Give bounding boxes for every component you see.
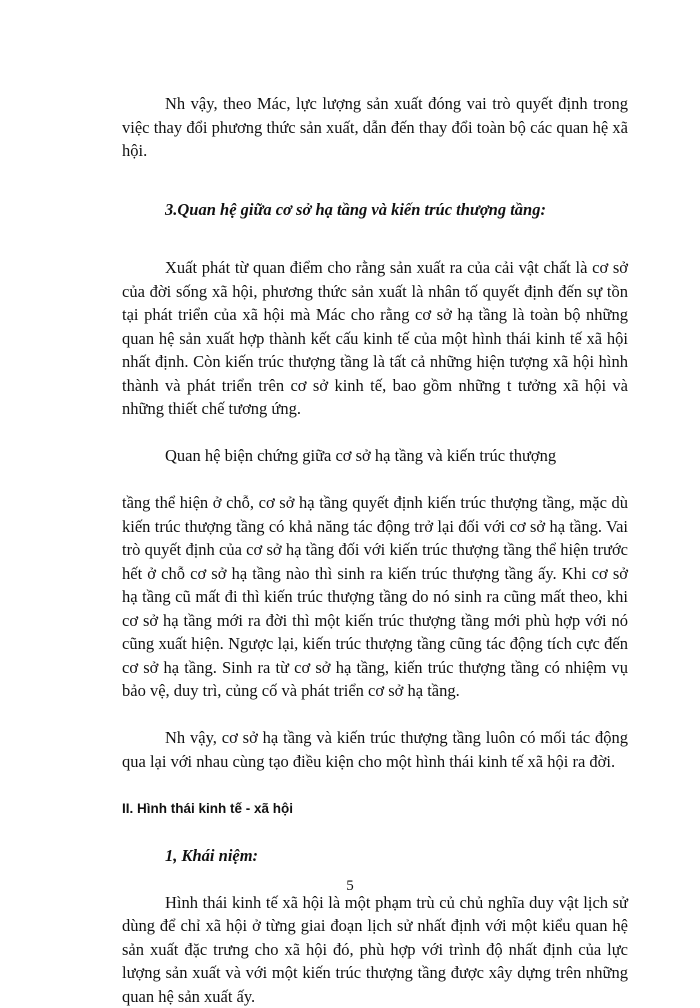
paragraph-productive-forces: Nh vậy, theo Mác, lực lượng sản xuất đóng vai trò quyết định trong việc thay đổi phương thức sản xuất, dẫn đến thay đổi toàn bộ các quan hệ xã hội.	[122, 92, 628, 163]
subsection-heading-concept: 1, Khái niệm:	[122, 844, 628, 868]
paragraph-concept-definition: Hình thái kinh tế xã hội là một phạm trù củ chủ nghĩa duy vật lịch sử dùng để chỉ xã hội ở từng giai đoạn lịch sử nhất định với một kiểu quan hệ sản xuất đặc trưng cho xã hội đó, phù hợp với trình độ nhất định của lực lượng sản xuất và với một kiến trúc thượng tầng được xây dựng trên những quan hệ sản xuất ấy.	[122, 891, 628, 1008]
paragraph-dialectic-intro: Quan hệ biện chứng giữa cơ sở hạ tầng và kiến trúc thượng	[122, 444, 628, 468]
section-heading-base-superstructure: 3.Quan hệ giữa cơ sở hạ tầng và kiến trúc thượng tầng:	[122, 198, 628, 222]
paragraph-dialectic-body: tầng thể hiện ở chỗ, cơ sở hạ tầng quyết định kiến trúc thượng tầng, mặc dù kiến trúc thượng tầng có khả năng tác động trở lại đối với cơ sở hạ tầng. Vai trò quyết định của cơ sở hạ tầng đối với kiến trúc thượng tầng thể hiện trước hết ở chỗ cơ sở hạ tầng nào thì sinh ra kiến trúc thượng tầng ấy. Khi cơ sở hạ tầng cũ mất đi thì kiến trúc thượng tầng do nó sinh ra cũng mất theo, khi cơ sở hạ tầng mới ra đời thì một kiến trúc thượng tầng mới phù hợp với nó cũng xuất hiện. Ngược lại, kiến trúc thượng tầng cũng tác động tích cực đến cơ sở hạ tầng. Sinh ra từ cơ sở hạ tầng, kiến trúc thượng tầng có nhiệm vụ bảo vệ, duy trì, củng cố và phát triển cơ sở hạ tầng.	[122, 491, 628, 703]
document-page	[122, 92, 628, 1008]
page-number: 5	[0, 878, 700, 895]
paragraph-conclusion: Nh vậy, cơ sở hạ tầng và kiến trúc thượng tầng luôn có mối tác động qua lại với nhau cùng tạo điều kiện cho một hình thái kinh tế xã hội ra đời.	[122, 726, 628, 773]
section-heading-socioeconomic-formation: II. Hình thái kinh tế - xã hội	[122, 797, 628, 821]
paragraph-base-definition: Xuất phát từ quan điểm cho rằng sản xuất ra của cải vật chất là cơ sở của đời sống xã hội, phương thức sản xuất là nhân tố quyết định đến sự tồn tại phát triển của xã hội mà Mác cho rằng cơ sở hạ tầng là toàn bộ những quan hệ sản xuất hợp thành kết cấu kinh tế của một hình thái kinh tế xã hội nhất định. Còn kiến trúc thượng tầng là tất cả những hiện tượng xã hội hình thành và phát triển trên cơ sở kinh tế, bao gồm những t tưởng xã hội và những thiết chế tương ứng.	[122, 256, 628, 421]
